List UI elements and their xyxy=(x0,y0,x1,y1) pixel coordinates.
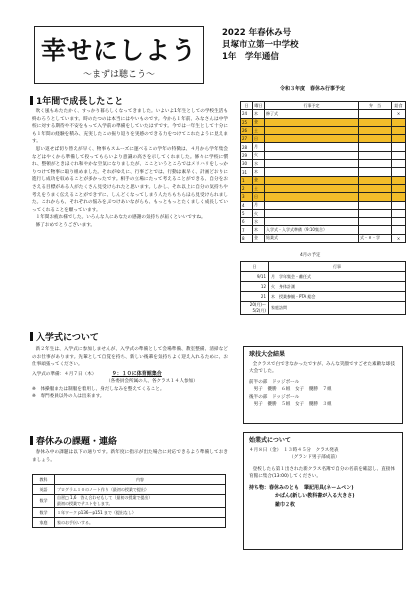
april-event-row: 21 木 授業参観・PTA 総会 xyxy=(241,292,406,302)
calendar-row: 24 木 修了式 × xyxy=(241,110,406,118)
homework-heading: 春休みの課題・連絡 xyxy=(30,434,117,447)
newsletter-title: 幸せにしよう xyxy=(40,36,197,65)
ballgame-result-line: 前半の部 ドッジボール xyxy=(249,379,300,385)
calendar-title: 令和３年度 春休み行事予定 xyxy=(280,86,346,92)
growth-paragraph-4: 修了おめでとうございます。 xyxy=(35,222,96,228)
calendar-row: 5 火 xyxy=(241,209,406,217)
ballgame-result-line: 男子 優勝 ５組 女子 優勝 ３組 xyxy=(249,402,332,408)
ballgame-results xyxy=(249,379,397,409)
newsletter-subtitle: ～まずは聴こう～ xyxy=(82,70,155,80)
growth-body xyxy=(32,108,228,230)
calendar-row: 1 金 xyxy=(241,176,406,184)
april-event-row: 12 火 身体計測 xyxy=(241,282,406,292)
ballgame-result-line: 後半の部 ドッジボール xyxy=(249,394,300,400)
entrance-time: 入学式の準備：４月７日（木） ９：１０に体育館集合 xyxy=(32,370,162,377)
calendar-row: 3 日 xyxy=(241,193,406,201)
growth-paragraph-2: 思い返せば切り替えが早く、物事もスムーズに運べるこの学年の特徴は、４月から学年集会などはやくから準備して役ってもらいより意識の高さを示してくれました。修々に学校に慣れ、整頓がときほぐれ和やかな空気になりましたが、ここというところではメリハリをしっかりつけて物事に取り組めました。それがゆえに、行事ごとでは、行動は素早く、計画どおりに進行し成功を収めることが多かったです。相手の立場にたって考えることができる、自分をおさえる目標がある人がたくさん見受けられたと思います。しかし、それ以上に自分の気持ちや考えをうまく伝えることができずに、しんどくなってしまう人たちもちらほら見受けられました。これからも、それぞれの悩みをぶつけあいながらも、もっともっとたくましく成長していってくれることを願っています。 xyxy=(32,146,228,213)
class-announce-body: 登校したら第１出された新クラス名簿で自分の名前を確認し、直接体育館に集合(13:00)してください。 xyxy=(249,466,395,480)
april-title: 4月の予定 xyxy=(300,253,321,258)
entrance-time-note: （各委員会所属の人、各クラス１４人参加） xyxy=(106,379,198,385)
entrance-body xyxy=(32,346,228,400)
growth-paragraph-1: 吹く風もあたたかく、すっかり暮らしくなってきました。いよいよ1年生としての学校生活も終わろうとしています。時のたつのは本当にはやいものです。今から１年前、みなさんは中学校に対する期待や不安をもって入学前の準備をしていたはずです。今では一年生として十分にも１年間の経験を積み、充実したこの振り返りを実感のできる力をつけてこれたように見えます。 xyxy=(32,109,228,145)
april-event-row: 9/11 月 学年集会・離任式 xyxy=(241,272,406,282)
entrance-note-2: ※ 専門委員以外の人は出来ます。 xyxy=(32,394,105,399)
april-events-table: 日 行事 9/11 月 学年集会・離任式 12 火 身体計測 21 木 授業参観・PTA 総会 20(月)～ 5/2(月) 家庭訪問 xyxy=(240,261,406,315)
calendar-row: 26 土 xyxy=(241,126,406,134)
school-name: 貝塚市立第一中学校 xyxy=(222,40,299,50)
ballgame-result-line: 男子 優勝 ６組 女子 優勝 ７組 xyxy=(249,387,332,393)
spring-calendar xyxy=(240,101,406,243)
calendar-row: 7 木 入学式・入学式準備（9:10集合） xyxy=(241,226,406,234)
calendar-row: 31 木 xyxy=(241,168,406,176)
entrance-heading: 入学式について xyxy=(30,330,99,343)
growth-heading: 1年間で成長したこと xyxy=(30,94,123,107)
grade-line: 1年 学年通信 xyxy=(222,52,279,62)
calendar-row: 29 火 xyxy=(241,151,406,159)
ballgame-box xyxy=(243,346,403,424)
entrance-paragraph: 新２年生は、入学式に参加しませんが、入学式の準備として会場準備、教室整備、清掃などのお仕事があります。先輩として自覚を持ち、新しい後輩を気持ちよく迎え入れるために、お仕事頑張ってください。 xyxy=(32,347,228,368)
homework-row: 家庭 家のお手伝いする。 xyxy=(33,518,226,528)
class-announce-date: ４月８日（金） １３時４５分 クラス発表 xyxy=(249,448,339,453)
class-announce-heading: 始業式について xyxy=(249,437,291,444)
calendar-row: 27 日 xyxy=(241,135,406,143)
calendar-row: 28 月 xyxy=(241,143,406,151)
class-announce-items: 持ち物：春休みのとも 筆記用具(ネームペン) かばん(新しい教科書が入る大きさ) 雑巾２枚 xyxy=(249,484,355,508)
april-event-row: 20(月)～ 5/2(月) 家庭訪問 xyxy=(241,302,406,315)
homework-row: 数学 １年ワーク p136～p151 まで（提出なし） xyxy=(33,508,226,518)
growth-paragraph-3: １年間お疲れ様でした。いろんな人にあなたの感謝の気持ちが届くといいですね。 xyxy=(35,215,206,221)
class-announce-place: （グランド男子部成前） xyxy=(289,455,340,461)
homework-table: 教科 内容 英語 プログラム１０のノート作り（最初の授業で提出） 数学 自習□ 1,6 答え合わせもして（最初の授業で提出） 最初の授業でテストをします。 数学 １年ワーク p136～p151 まで（提出なし） 家庭 家のお手伝いする。 xyxy=(32,474,226,528)
calendar-row: 2 土 xyxy=(241,184,406,192)
ballgame-lead: 全クラスで白できなかったですが、みんな笑顔ですごせた素敵な球技大会でした。 xyxy=(249,362,395,375)
class-announce-box xyxy=(243,432,403,550)
ballgame-heading: 球技大会結果 xyxy=(249,351,286,358)
issue-label: 2022 年春休み号 xyxy=(222,28,292,38)
calendar-row: 4 月 xyxy=(241,201,406,209)
homework-row: 英語 プログラム１０のノート作り（最初の授業で提出） xyxy=(33,485,226,495)
calendar-header-row: 日 曜日 行事予定 弁 当 給食 xyxy=(241,102,406,110)
calendar-row: 25 金 xyxy=(241,118,406,126)
homework-intro: 春休み中の課題は以下の通りです。新年度に指示が出た場合に対応できるよう準備しておきましょう。 xyxy=(32,450,228,463)
entrance-note-1: ※ 体操服または制服を着用し、身だしなみを整えてくること。 xyxy=(32,386,165,392)
homework-row: 数学 自習□ 1,6 答え合わせもして（最初の授業で提出） 最初の授業でテストをします。 xyxy=(33,495,226,508)
calendar-row: 30 水 xyxy=(241,160,406,168)
calendar-row: 6 水 xyxy=(241,218,406,226)
calendar-row: 8 金 始業式 式・８・学 × xyxy=(241,234,406,242)
newsletter-title-box xyxy=(34,26,204,84)
